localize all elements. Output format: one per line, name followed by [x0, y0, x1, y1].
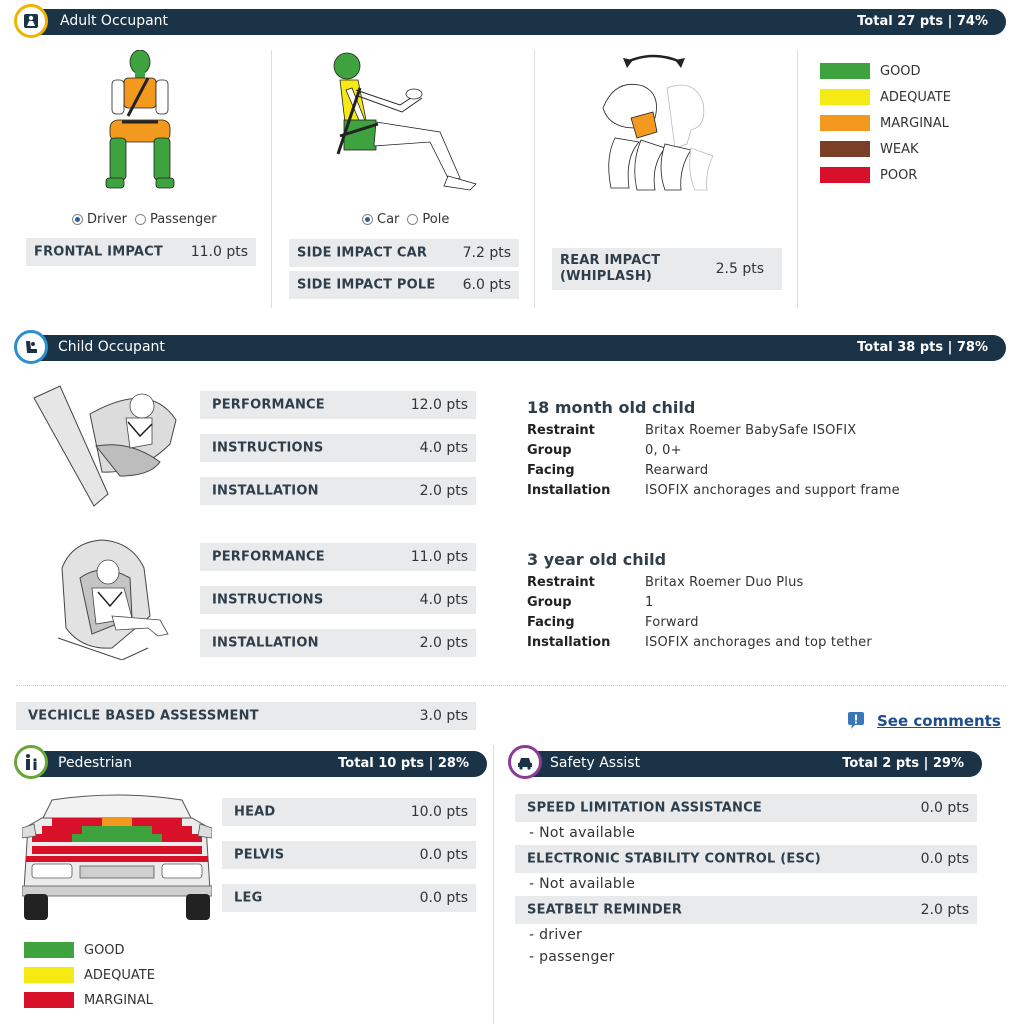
legend-marginal: [820, 115, 949, 131]
car-label: Car: [377, 212, 400, 227]
seat2-instructions-label: INSTRUCTIONS: [212, 592, 324, 608]
esc-value: 0.0 pts: [920, 851, 969, 867]
seat1-installation-key: Installation: [527, 483, 611, 498]
ped-legend-adequate: [24, 967, 155, 983]
seat1-performance-label: PERFORMANCE: [212, 397, 325, 413]
side-impact-car-score: [289, 239, 519, 267]
seatbelt-note-passenger: - passenger: [529, 949, 615, 965]
seat1-instructions-value: 4.0 pts: [419, 440, 468, 456]
seat2-installation-value-text: ISOFIX anchorages and top tether: [645, 635, 872, 650]
seat2-installation-value: 2.0 pts: [419, 635, 468, 651]
speed-limitation-score: [515, 794, 977, 822]
legend-swatch: [820, 115, 870, 131]
divider: [271, 50, 272, 308]
frontal-impact-value: 11.0 pts: [190, 244, 248, 260]
legend-label: POOR: [880, 167, 918, 183]
child-occupant-total: Total 38 pts | 78%: [857, 340, 988, 355]
seat1-restraint-key: Restraint: [527, 423, 595, 438]
adult-occupant-icon: [14, 4, 48, 38]
rear-impact-label-line2: (WHIPLASH): [560, 269, 653, 284]
legend-weak: [820, 141, 919, 157]
frontal-impact-score: [26, 238, 256, 266]
seat2-instructions-value: 4.0 pts: [419, 592, 468, 608]
adult-occupant-header: [20, 9, 1006, 35]
passenger-label: Passenger: [150, 212, 217, 227]
pedestrian-head-value: 10.0 pts: [410, 804, 468, 820]
pedestrian-total: Total 10 pts | 28%: [338, 756, 469, 771]
seat1-performance-value: 12.0 pts: [410, 397, 468, 413]
pedestrian-title: Pedestrian: [58, 755, 132, 771]
seat1-installation-value-text: ISOFIX anchorages and support frame: [645, 483, 900, 498]
seat1-group-value: 0, 0+: [645, 443, 682, 458]
pole-radio[interactable]: [407, 214, 418, 225]
adult-occupant-total: Total 27 pts | 74%: [857, 14, 988, 29]
see-comments-link[interactable]: See comments: [877, 712, 1001, 730]
speed-limitation-note: - Not available: [529, 825, 636, 841]
comment-icon[interactable]: [846, 711, 866, 731]
rear-impact-score: [552, 248, 782, 290]
divider: [16, 685, 1006, 686]
seat1-restraint-value: Britax Roemer BabySafe ISOFIX: [645, 423, 857, 438]
seat2-performance-score: [200, 543, 476, 571]
passenger-radio[interactable]: [135, 214, 146, 225]
toddler-seat-image: [52, 538, 174, 660]
child-occupant-icon: [14, 330, 48, 364]
safety-assist-title: Safety Assist: [550, 755, 641, 771]
frontal-impact-figure: [100, 50, 180, 195]
legend-label: ADEQUATE: [880, 89, 951, 105]
infant-seat-image: [30, 384, 180, 510]
ped-legend-marginal: [24, 992, 153, 1008]
side-impact-pole-label: SIDE IMPACT POLE: [297, 277, 436, 293]
seat2-performance-value: 11.0 pts: [410, 549, 468, 565]
frontal-impact-label: FRONTAL IMPACT: [34, 244, 163, 260]
pedestrian-head-score: [222, 798, 476, 826]
legend-label: ADEQUATE: [84, 967, 155, 983]
seat2-restraint-key: Restraint: [527, 575, 595, 590]
legend-swatch: [24, 992, 74, 1008]
legend-swatch: [24, 942, 74, 958]
side-impact-pole-score: [289, 271, 519, 299]
seatbelt-reminder-value: 2.0 pts: [920, 902, 969, 918]
seat1-instructions-score: [200, 434, 476, 462]
legend-adequate: [820, 89, 951, 105]
legend-label: WEAK: [880, 141, 919, 157]
legend-swatch: [24, 967, 74, 983]
divider: [493, 745, 494, 1024]
pedestrian-pelvis-score: [222, 841, 476, 869]
vehicle-assessment-value: 3.0 pts: [419, 708, 468, 724]
pedestrian-header: [20, 751, 487, 777]
pedestrian-leg-value: 0.0 pts: [419, 890, 468, 906]
vehicle-assessment-label: VECHICLE BASED ASSESSMENT: [28, 708, 259, 724]
rear-impact-label: [560, 253, 660, 285]
legend-good: [820, 63, 921, 79]
esc-score: [515, 845, 977, 873]
legend-swatch: [820, 167, 870, 183]
seat1-group-key: Group: [527, 443, 572, 458]
seat1-facing-key: Facing: [527, 463, 575, 478]
seatbelt-reminder-score: [515, 896, 977, 924]
divider: [534, 50, 535, 308]
divider: [797, 50, 798, 308]
seatbelt-reminder-label: SEATBELT REMINDER: [527, 902, 683, 918]
child-occupant-header: [20, 335, 1006, 361]
seat2-installation-label: INSTALLATION: [212, 635, 319, 651]
seat1-facing-value: Rearward: [645, 463, 709, 478]
ped-legend-good: [24, 942, 125, 958]
legend-label: MARGINAL: [880, 115, 949, 131]
seat1-installation-score: [200, 477, 476, 505]
child-occupant-title: Child Occupant: [58, 339, 165, 355]
seat2-installation-key: Installation: [527, 635, 611, 650]
seatbelt-note-driver: - driver: [529, 927, 583, 943]
car-front-figure: [22, 790, 212, 922]
driver-label: Driver: [87, 212, 128, 227]
seat2-group-key: Group: [527, 595, 572, 610]
seat1-installation-value: 2.0 pts: [419, 483, 468, 499]
seat2-group-value: 1: [645, 595, 654, 610]
side-impact-pole-value: 6.0 pts: [462, 277, 511, 293]
rear-impact-figure: [595, 48, 720, 198]
pedestrian-leg-score: [222, 884, 476, 912]
esc-label: ELECTRONIC STABILITY CONTROL (ESC): [527, 851, 821, 867]
safety-assist-header: [516, 751, 982, 777]
vehicle-assessment-score: [16, 702, 476, 730]
pole-label: Pole: [422, 212, 450, 227]
legend-label: GOOD: [84, 942, 125, 958]
legend-swatch: [820, 63, 870, 79]
pedestrian-icon: [14, 745, 48, 779]
seat2-installation-score: [200, 629, 476, 657]
rear-impact-label-line1: REAR IMPACT: [560, 253, 661, 268]
seat1-installation-label: INSTALLATION: [212, 483, 319, 499]
car-radio[interactable]: [362, 214, 373, 225]
seat1-performance-score: [200, 391, 476, 419]
side-impact-car-value: 7.2 pts: [462, 245, 511, 261]
legend-poor: [820, 167, 917, 183]
seat1-heading: 18 month old child: [527, 398, 696, 417]
side-impact-car-label: SIDE IMPACT CAR: [297, 245, 428, 261]
pedestrian-leg-label: LEG: [234, 890, 263, 906]
legend-label: GOOD: [880, 63, 921, 79]
driver-radio[interactable]: [72, 214, 83, 225]
pedestrian-head-label: HEAD: [234, 804, 276, 820]
safety-assist-total: Total 2 pts | 29%: [842, 756, 964, 771]
safety-assist-icon: [508, 745, 542, 779]
seat2-facing-value: Forward: [645, 615, 699, 630]
seat2-facing-key: Facing: [527, 615, 575, 630]
rear-impact-value: 2.5 pts: [715, 261, 764, 277]
driver-passenger-toggle: [72, 212, 217, 227]
legend-label: MARGINAL: [84, 992, 153, 1008]
seat2-performance-label: PERFORMANCE: [212, 549, 325, 565]
pedestrian-pelvis-value: 0.0 pts: [419, 847, 468, 863]
side-impact-figure: [330, 50, 480, 195]
seat2-heading: 3 year old child: [527, 550, 667, 569]
esc-note: - Not available: [529, 876, 636, 892]
car-pole-toggle: [362, 212, 449, 227]
pedestrian-pelvis-label: PELVIS: [234, 847, 285, 863]
seat1-instructions-label: INSTRUCTIONS: [212, 440, 324, 456]
seat2-restraint-value: Britax Roemer Duo Plus: [645, 575, 804, 590]
speed-limitation-value: 0.0 pts: [920, 800, 969, 816]
adult-occupant-title: Adult Occupant: [60, 13, 169, 29]
legend-swatch: [820, 141, 870, 157]
legend-swatch: [820, 89, 870, 105]
speed-limitation-label: SPEED LIMITATION ASSISTANCE: [527, 800, 762, 816]
seat2-instructions-score: [200, 586, 476, 614]
